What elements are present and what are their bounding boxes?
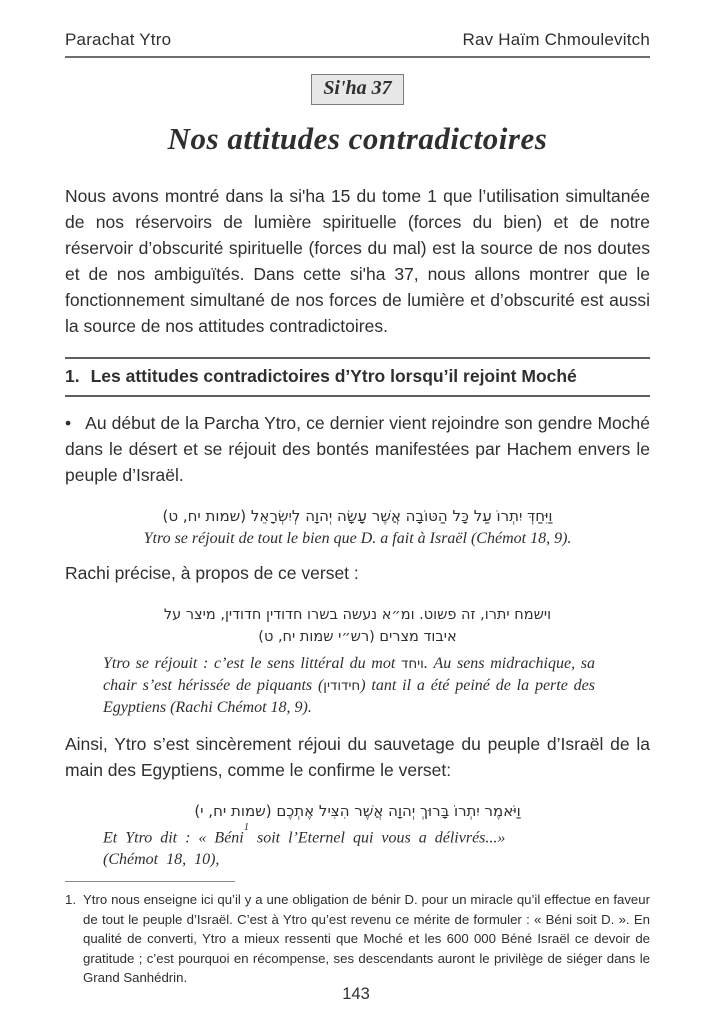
verse1-hebrew: וַיִּחַדְּ יִתְרוֹ עַל כָּל הַטּוֹבָה אֲשֶׁר עָשָׂה יְהוָה לְיִשְׂרָאֵל (שמות יח, ט): [162, 507, 553, 525]
section-heading: [65, 357, 650, 397]
bullet-paragraph: [65, 410, 650, 488]
footnote-text: Ytro nous enseigne ici qu’il y a une obligation de bénir D. pour un miracle qu’il effectue en faveur de tout le peuple d’Israël. C’est à Ytro qu’est revenu ce mérite de formuler : « Béni soit D. ». En qualité de converti, Ytro a mieux ressenti que Moché et les 600 000 Béné Israël ce devoir de gratitude ; c’est pourquoi en récompense, ses descendants auront le privilège de siéger dans le Grand Sanhédrin.: [83, 892, 650, 986]
verse1-translation: Ytro se réjouit de tout le bien que D. a fait à Israël (Chémot 18, 9).: [143, 530, 572, 547]
intro-paragraph: Nous avons montré dans la si'ha 15 du tome 1 que l’utilisation simultanée de nos réservoirs de lumière spirituelle (forces du bien) et de notre réservoir d’obscurité spirituelle (forces du mal) est la source de nos doutes et de nos ambiguïtés. Dans cette si'ha 37, nous allons montrer que le fonctionnement simultané de nos forces de lumière et d’obscurité est aussi la source de nos attitudes contradictoires.: [65, 186, 650, 336]
page-title: Nos attitudes contradictoires: [167, 121, 548, 156]
inline-hebrew-word-hidudin: חידודין: [323, 677, 361, 694]
rachi-translation-part2: . Au sens midrachique, sa chair s’est hérissée de piquants (: [103, 654, 595, 694]
rachi-translation-part1: Ytro se réjouit : c’est le sens littéral du mot: [103, 654, 401, 672]
verse2-hebrew: וַיֹּאמֶר יִתְרוֹ בָּרוּךְ יְהוָה אֲשֶׁר הִצִּיל אֶתְכֶם (שמות יח, י): [194, 802, 521, 820]
verse2-translation-line2: (Chémot 18, 10),: [103, 851, 220, 869]
footnote: [65, 890, 650, 988]
footnote-separator: [65, 881, 235, 882]
verse2-translation: [103, 823, 595, 871]
page-header: [65, 30, 650, 58]
rachi-quote-hebrew-line1: וישמח יתרו, זה פשוט. ומ״א נעשה בשרו חדודין חדודין, מיצר על: [163, 606, 552, 623]
section-title: Les attitudes contradictoires d’Ytro lorsqu’il rejoint Moché: [90, 365, 577, 386]
rachi-quote-hebrew: [65, 604, 650, 648]
header-left-title: Parachat Ytro: [65, 30, 172, 49]
verse2-translation-part1: Et Ytro dit : « Béni: [103, 829, 244, 847]
siha-badge-row: [65, 74, 650, 105]
bullet-paragraph-text: Au début de la Parcha Ytro, ce dernier vient rejoindre son gendre Moché dans le désert et se réjouit des bontés manifestées par Hachem envers le peuple d’Israël.: [65, 412, 650, 485]
inline-hebrew-word-vayihad: ויחד: [400, 655, 424, 672]
page-number: 143: [342, 985, 370, 1003]
header-right-title: Rav Haïm Chmoulevitch: [462, 30, 650, 49]
rachi-translation-part3: ) tant il a été peiné de la perte des Egyptiens (Rachi Chémot 18, 9).: [103, 676, 596, 716]
rachi-intro: Rachi précise, à propos de ce verset :: [65, 563, 359, 583]
bullet-icon: •: [65, 412, 72, 433]
footnote-number: 1.: [65, 892, 76, 908]
rachi-quote-translation: [103, 653, 595, 719]
verse2-translation-part2: soit l’Eternel qui vous a délivrés...»: [248, 829, 506, 847]
siha-badge: Si'ha 37: [311, 74, 403, 105]
section-number: 1.: [65, 365, 80, 386]
rachi-quote-hebrew-line2: איבוד מצרים (רש״י שמות יח, ט): [258, 628, 457, 645]
ainsi-paragraph: Ainsi, Ytro s’est sincèrement réjoui du sauvetage du peuple d’Israël de la main des Egyptiens, comme le confirme le verset:: [65, 733, 650, 780]
footnote-reference: 1: [243, 822, 249, 833]
